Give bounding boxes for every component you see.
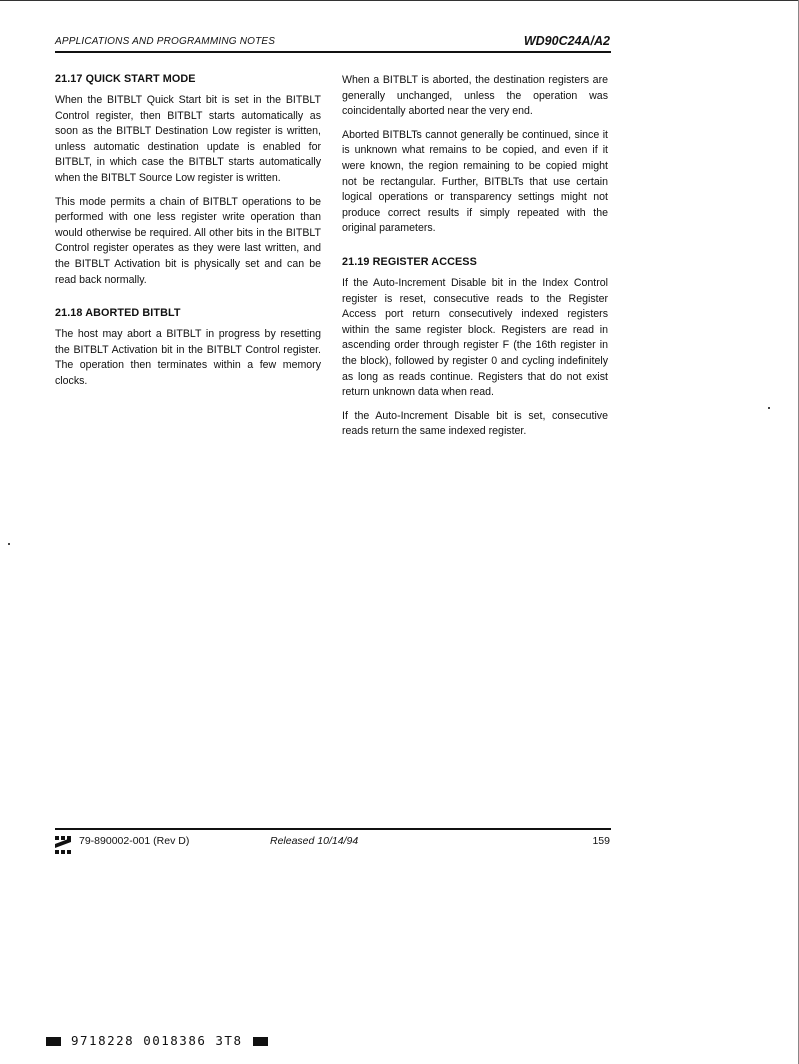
- page-header: [55, 36, 610, 50]
- page-footer: [55, 834, 610, 856]
- paragraph: This mode permits a chain of BITBLT operations to be performed with one less register write operation than would otherwise be required. All other bits in the BITBLT Control register operates as they were last written, and the BITBLT Activation bit is physically set and can be read back normally.: [55, 195, 321, 286]
- header-section-title: APPLICATIONS AND PROGRAMMING NOTES: [55, 36, 276, 47]
- paragraph: If the Auto-Increment Disable bit in the Index Control register is reset, consecutive reads to the Register Access port return consecutively indexed registers within the same register block. Registers are read in ascending order through register F (the 16th register in the block), followed by register 0 and cycling indefinitely as long as reads continue. Registers that do not exist return unknown data when read.: [342, 276, 608, 399]
- page-top-edge: [0, 0, 799, 1]
- paragraph: Aborted BITBLTs cannot generally be continued, since it is unknown what remains to be copied, and even if it were known, the region remaining to be copied might not be rectangular. Further, BITBLTs that use certain logical operations or transparency settings might not produce correct results if simply repeated with the original parameters.: [342, 128, 608, 235]
- release-date: Released 10/14/94: [270, 835, 359, 847]
- header-rule: [55, 51, 611, 53]
- document-number: 79-890002-001 (Rev D): [79, 835, 190, 847]
- barcode-block-left: [46, 1037, 61, 1046]
- paragraph: If the Auto-Increment Disable bit is set, consecutive reads return the same indexed register.: [342, 409, 608, 438]
- paragraph: When the BITBLT Quick Start bit is set in the BITBLT Control register, then BITBLT starts automatically as soon as the BITBLT Destination Low register is written, unless automatic destination update is enabled for BITBLT, in which case the BITBLT starts automatically when the BITBLT Source Low register is written.: [55, 94, 321, 184]
- right-column: [342, 73, 608, 448]
- footer-rule: [55, 828, 611, 830]
- paragraph: When a BITBLT is aborted, the destination registers are generally unchanged, unless the operation was coincidentally aborted near the very end.: [342, 74, 608, 118]
- barcode-strip: [36, 1033, 278, 1053]
- paragraph: The host may abort a BITBLT in progress by resetting the BITBLT Activation bit in the BITBLT Control register. The operation then terminates within a few memory clocks.: [55, 328, 321, 387]
- scan-speck: [768, 407, 770, 409]
- section-heading-quick-start: 21.17 QUICK START MODE: [55, 73, 196, 85]
- section-heading-aborted-bitblt: 21.18 ABORTED BITBLT: [55, 307, 181, 320]
- wd-logo-icon: [55, 834, 71, 857]
- section-heading-register-access: 21.19 REGISTER ACCESS: [342, 255, 477, 268]
- page-number: 159: [592, 835, 610, 847]
- barcode-text: 9718228 0018386 3T8: [71, 1033, 243, 1048]
- barcode-block-right: [253, 1037, 268, 1046]
- scan-speck: [8, 543, 10, 545]
- header-part-number: WD90C24A/A2: [523, 34, 610, 48]
- left-column: [55, 72, 321, 398]
